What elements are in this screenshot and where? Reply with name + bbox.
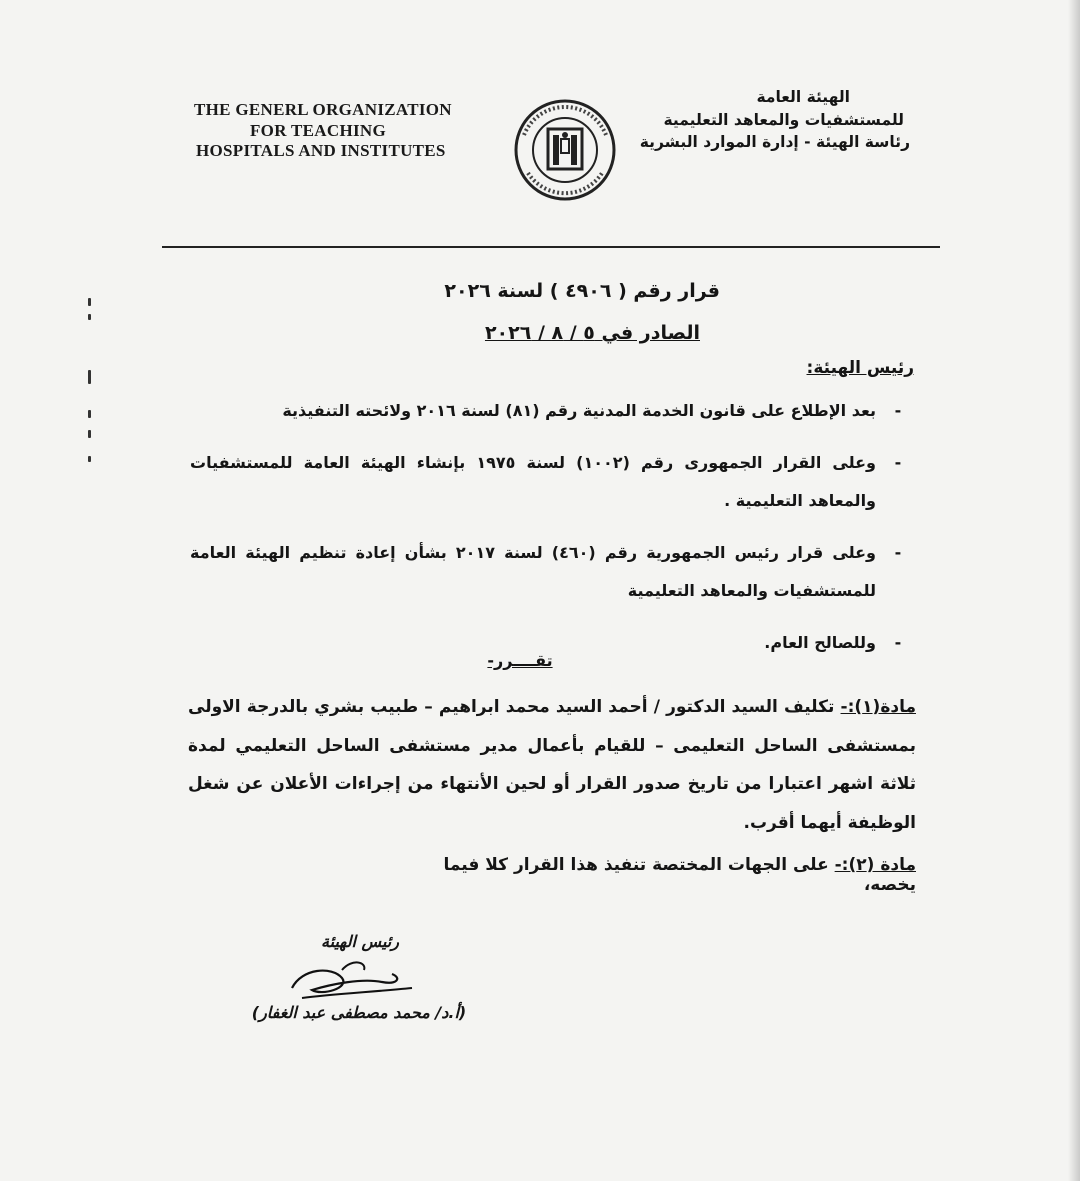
preamble-item [190,392,920,430]
handwritten-signature [272,948,422,1006]
article-1 [188,688,916,842]
decides-heading: تقــــرر- [487,651,553,670]
margin-mark [88,410,91,418]
article-1-text: تكليف السيد الدكتور / أحمد السيد محمد ابراهيم – طبيب بشري بالدرجة الاولى بمستشفى الساحل التعليمى – للقيام بأعمال مدير مستشفى الساحل التعليمي لمدة ثلاثة اشهر اعتبارا من تاريخ صدور القرار أو لحين الأنتهاء من إجراءات الأعلان عن شغل الوظيفة أيهما أقرب. [188,697,916,833]
decision-number: قرار رقم ( ٤٩٠٦ ) لسنة ٢٠٢٦ [444,280,720,302]
preamble-item [190,444,920,520]
item-dash: - [894,453,902,472]
margin-mark [88,314,91,320]
english-header-line1: THE GENERL ORGANIZATION [194,100,452,119]
margin-mark [88,298,91,306]
article-2-label: مادة (٢):- [834,855,916,875]
margin-marks [80,298,100,478]
item-dash: - [894,633,902,652]
preamble-item-text: وعلى القرار الجمهورى رقم (١٠٠٢) لسنة ١٩٧٥ بإنشاء الهيئة العامة للمستشفيات والمعاهد التعليمية . [190,453,877,510]
signatory-name: (أ.د/ محمد مصطفى عبد الغفار) [251,1003,467,1022]
preamble-item-text: وعلى قرار رئيس الجمهورية رقم (٤٦٠) لسنة ٢٠١٧ بشأن إعادة تنظيم الهيئة العامة للمستشفيات والمعاهد التعليمية [190,543,876,600]
preamble-heading: رئيس الهيئة: [806,358,914,378]
margin-mark [88,456,91,462]
arabic-header-line3: رئاسة الهيئة - إدارة الموارد البشرية [639,133,910,151]
arabic-header-line1: الهيئة العامة [756,88,850,106]
article-1-label: مادة(١):- [840,697,916,717]
signature-title: رئيس الهيئة [321,932,399,951]
english-header-line3: HOSPITALS AND INSTITUTES [196,141,446,160]
item-dash: - [894,401,902,420]
organization-seal-icon [510,95,620,205]
preamble [190,358,920,676]
decision-issue-date: الصادر في ٥ / ٨ / ٢٠٢٦ [484,322,700,344]
english-header-line2: FOR TEACHING [250,120,386,140]
margin-mark [88,430,91,438]
page-edge-shadow [1068,0,1080,1181]
item-dash: - [894,543,902,562]
preamble-item [190,534,920,610]
arabic-header [610,86,910,154]
margin-mark [88,370,91,384]
english-header [180,100,470,162]
preamble-item-text: وللصالح العام. [764,633,876,652]
article-2 [400,855,916,895]
preamble-item-text: بعد الإطلاع على قانون الخدمة المدنية رقم (٨١) لسنة ٢٠١٦ ولائحته التنفيذية [282,401,876,420]
header-divider [162,246,940,248]
article-2-text: على الجهات المختصة تنفيذ هذا القرار كلا فيما يخصه، [443,855,916,895]
arabic-header-line2: للمستشفيات والمعاهد التعليمية [663,110,904,129]
